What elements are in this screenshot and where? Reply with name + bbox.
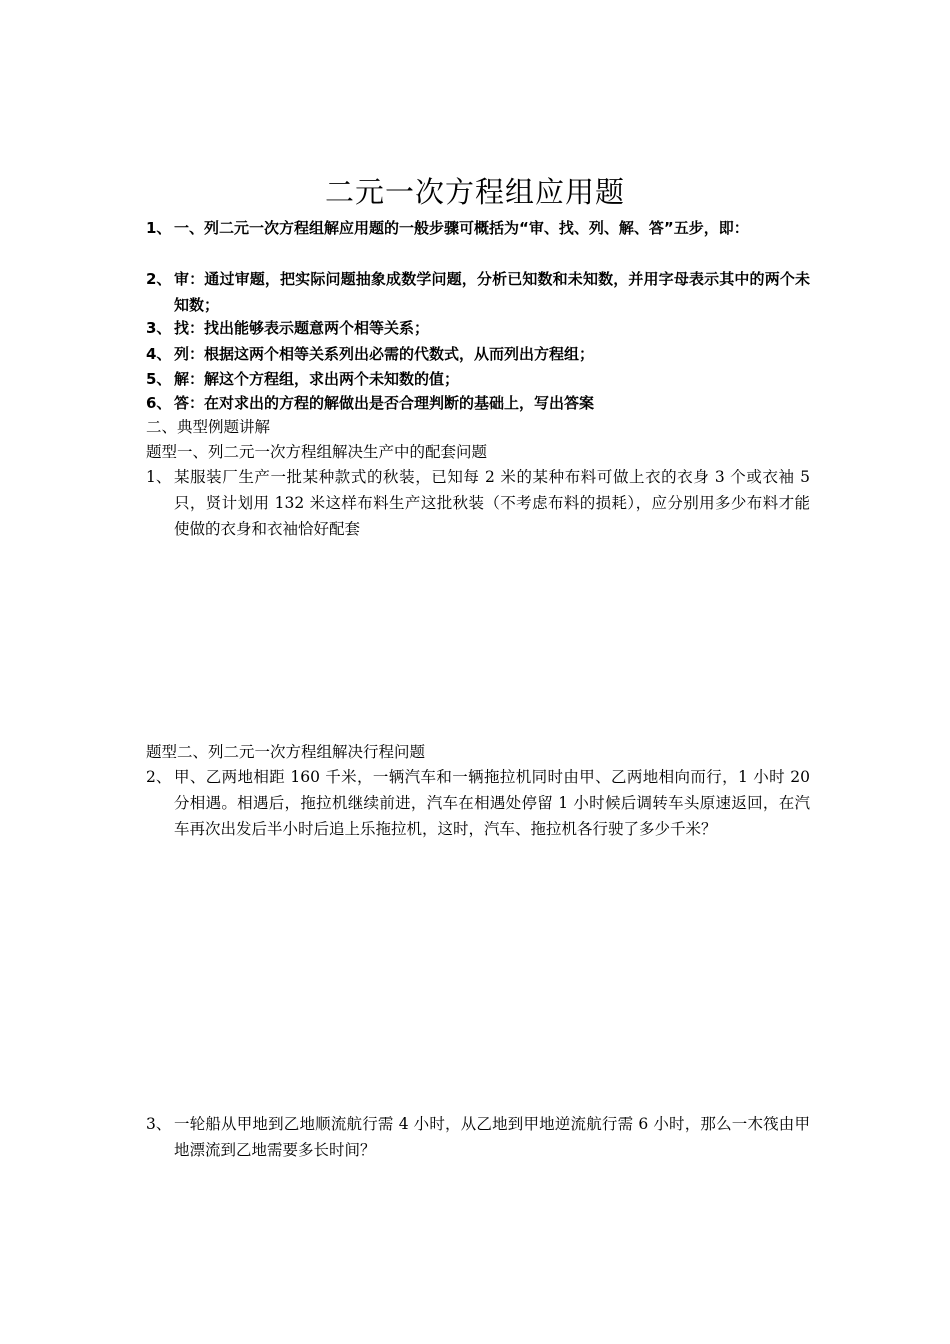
step-number: 4、 — [146, 345, 172, 363]
step-text: 一、列二元一次方程组解应用题的一般步骤可概括为“审、找、列、解、答”五步，即： — [174, 219, 749, 237]
problem-number: 2、 — [146, 768, 172, 786]
step-text: 答：在对求出的方程的解做出是否合理判断的基础上，写出答案 — [174, 394, 595, 412]
step-number: 1、 — [146, 219, 172, 237]
step-text: 审：通过审题，把实际问题抽象成数学问题，分析已知数和未知数，并用字母表示其中的两个未知数； — [174, 270, 810, 314]
step-number: 6、 — [146, 394, 172, 412]
step-item-5 — [146, 366, 810, 392]
step-item-2 — [146, 266, 810, 318]
problem-text: 某服装厂生产一批某种款式的秋装，已知每 2 米的某种布料可做上衣的衣身 3 个或衣袖 5 只，贤计划用 132 米这样布料生产这批秋装（不考虑布料的损耗），应分别用多少布料才能使做的衣身和衣袖恰好配套 — [174, 468, 810, 538]
problem-number: 1、 — [146, 468, 172, 486]
problem-2 — [146, 764, 810, 842]
problem-text: 甲、乙两地相距 160 千米，一辆汽车和一辆拖拉机同时由甲、乙两地相向而行，1 小时 20 分相遇。相遇后，拖拉机继续前进，汽车在相遇处停留 1 小时候后调转车头原速返回，在汽车再次出发后半小时后追上乐拖拉机，这时，汽车、拖拉机各行驶了多少千米？ — [174, 768, 810, 838]
step-text: 找：找出能够表示题意两个相等关系； — [174, 319, 430, 337]
type1-heading: 题型一、列二元一次方程组解决生产中的配套问题 — [146, 443, 488, 461]
problem-number: 3、 — [146, 1115, 172, 1133]
problem-3 — [146, 1111, 810, 1163]
document-title: 二元一次方程组应用题 — [324, 175, 625, 209]
problem-text: 一轮船从甲地到乙地顺流航行需 4 小时，从乙地到甲地逆流航行需 6 小时，那么一木筏由甲地漂流到乙地需要多长时间？ — [174, 1115, 810, 1159]
step-item-4 — [146, 341, 810, 367]
step-number: 3、 — [146, 319, 172, 337]
type2-heading: 题型二、列二元一次方程组解决行程问题 — [146, 743, 426, 761]
step-item-6 — [146, 390, 810, 416]
section-heading: 二、典型例题讲解 — [146, 418, 271, 436]
step-item-3 — [146, 315, 810, 341]
step-number: 5、 — [146, 370, 172, 388]
problem-1 — [146, 464, 810, 542]
step-text: 解：解这个方程组，求出两个未知数的值； — [174, 370, 460, 388]
step-text: 列：根据这两个相等关系列出必需的代数式，从而列出方程组； — [174, 345, 595, 363]
step-item-1 — [146, 215, 810, 241]
step-number: 2、 — [146, 270, 172, 288]
